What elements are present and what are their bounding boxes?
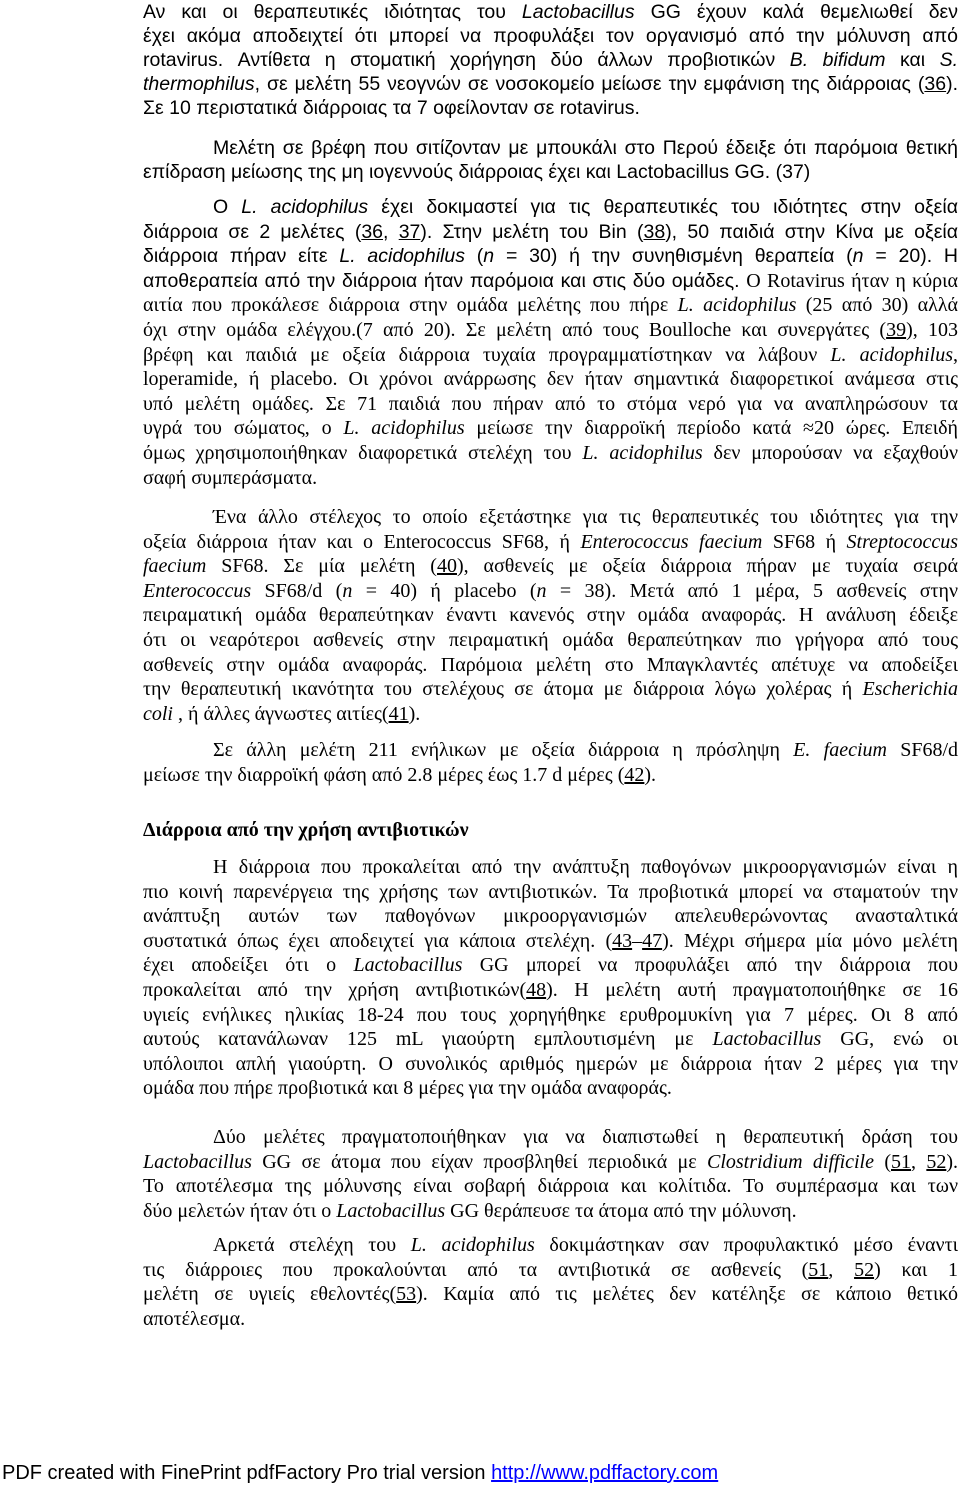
paragraph-antibiotic-diarrhea <box>143 855 958 1101</box>
text-run: μελέτη σε υγιείς εθελοντές( <box>143 1283 397 1306</box>
text-line <box>143 1076 958 1101</box>
text-run: όχι στην ομάδα ελέγχου.(7 από 20). Σε μελέτη από τους Boulloche και συνεργάτες ( <box>143 318 887 341</box>
italic-term: Clostridium difficile <box>706 1150 874 1173</box>
text-line <box>143 505 958 530</box>
text-line <box>143 1282 958 1307</box>
text-run: έχει αποδείξει ότι ο <box>143 954 354 977</box>
italic-term: L. acidophilus <box>343 417 465 440</box>
reference-link[interactable]: 47 <box>642 929 663 952</box>
text-line <box>143 1125 958 1150</box>
text-run: Σε άλλη μελέτη 211 ενήλικων με οξεία διάρροια η πρόσληψη <box>213 739 794 761</box>
paragraph-acidophilus-acute-diarrhea <box>143 195 958 490</box>
text-run: ). Μέχρι σήμερα μία μόνο μελέτη <box>662 929 958 952</box>
italic-term: E. faecium <box>793 739 887 761</box>
reference-link[interactable]: 53 <box>396 1283 417 1306</box>
text-run: , σε μελέτη 55 νεογνών σε νοσοκομείο μείωσε την εμφάνιση της διάρροιας ( <box>254 73 925 95</box>
text-run: τις διάρροιες που προκαλούνται από τα αντιβιοτικά σε ασθενείς ( <box>143 1258 809 1281</box>
text-line <box>143 72 958 96</box>
text-line <box>143 1027 958 1052</box>
text-run: Η διάρροια που προκαλείται από την ανάπτυξη παθογόνων μικροοργανισμών είναι η <box>213 856 958 878</box>
text-run: αποθεραπεία από την διάρροια ήταν παρόμοια και στις δύο ομάδες. <box>143 269 747 292</box>
text-line <box>143 1052 958 1077</box>
reference-link[interactable]: 48 <box>526 978 547 1001</box>
text-run: Δύο μελέτες πραγματοποιήθηκαν για να διαπιστωθεί η θεραπευτική δράση του <box>213 1126 958 1148</box>
text-run: σαφή συμπεράσματα. <box>143 466 318 489</box>
reference-link[interactable]: 42 <box>624 763 645 786</box>
text-run: Αρκετά στελέχη του <box>213 1234 411 1256</box>
footer-url-link[interactable]: http://www.pdffactory.com <box>491 1462 719 1484</box>
text-line <box>143 1150 958 1175</box>
text-line <box>143 466 958 491</box>
text-line <box>143 416 958 441</box>
text-run: Ο Rotavirus ήταν η κύρια <box>746 269 959 292</box>
text-line <box>143 220 958 245</box>
italic-term: Lactobacillus <box>353 954 463 977</box>
italic-term: Lactobacillus <box>521 1 635 23</box>
text-run: έχει ακόμα αποδειχτεί ότι μπορεί να προφυλάξει τον οργανισμό από την μόλυνση από <box>143 25 958 47</box>
text-run: υγρά του σώματος, ο <box>143 417 344 440</box>
text-run: – <box>632 929 643 952</box>
text-line <box>143 48 958 72</box>
text-run: όμως χρησιμοποιήθηκαν διαφορετικά στελέχη του <box>143 441 583 464</box>
text-run: δεν μπορούσαν να εξαχθούν <box>702 441 958 464</box>
text-line <box>143 978 958 1003</box>
paragraph-lactobacillus-rotavirus <box>143 0 958 120</box>
text-run: SF68 ή <box>762 530 847 553</box>
italic-term: n <box>536 579 547 602</box>
text-run: Σε 10 περιστατικά διάρροιας τα 7 οφείλονταν σε rotavirus. <box>143 97 640 119</box>
text-run: Αν και οι θεραπευτικές ιδιότητας του <box>143 1 522 23</box>
text-run: GG μπορεί να προφυλάξει από την διάρροια που <box>462 954 958 977</box>
paragraph-faecium-adults <box>143 738 958 787</box>
text-run: ), 50 παιδιά στην Κίνα με οξεία <box>665 220 959 243</box>
text-run: ). <box>408 702 421 725</box>
text-run: ότι οι νεαρότεροι ασθενείς στην πειραματική ομάδα θεραπεύτηκαν πιο γρήγορα από τους <box>143 628 958 651</box>
text-line <box>143 244 958 269</box>
text-line <box>143 1258 958 1283</box>
reference-link[interactable]: 41 <box>388 702 409 725</box>
text-run: μείωσε την διαρροϊκή περίοδο κατά ≈20 ώρες. Επειδή <box>464 417 958 440</box>
italic-term: L. acidophilus <box>410 1234 535 1256</box>
text-run: , <box>911 1150 927 1173</box>
text-line <box>143 1307 958 1332</box>
text-line <box>143 1199 958 1224</box>
text-run: Ο <box>213 196 242 218</box>
text-run: ). Στην μελέτη του Bin ( <box>420 220 644 243</box>
italic-term: faecium <box>143 555 207 578</box>
reference-link[interactable]: 43 <box>612 929 633 952</box>
pdf-watermark-footer <box>2 1460 718 1486</box>
italic-term: n <box>342 579 353 602</box>
text-run: επίδραση μείωσης της μη ιογεννούς διάρροιας έχει και Lactobacillus GG. (37) <box>143 161 811 183</box>
text-run: GG έχουν καλά θεμελιωθεί δεν <box>634 1 958 23</box>
text-run: έχει δοκιμαστεί για τις θεραπευτικές του ιδιότητες στην οξεία <box>368 196 958 218</box>
reference-link[interactable]: 36 <box>924 73 947 95</box>
text-line <box>143 1233 958 1258</box>
text-run: υπό μελέτη ομάδες. Σε 71 παιδιά που πήραν από το στόμα νερό για να αναπληρώσουν τα <box>143 392 958 415</box>
text-run: SF68/d ( <box>251 579 343 602</box>
text-line <box>143 554 958 579</box>
italic-term: L. acidophilus <box>582 441 703 464</box>
paragraph-peru-infants <box>143 136 958 184</box>
text-run: την θεραπευτική ικανότητα του στελέχους σε άτομα με διάρροια λόγω χολέρας ή <box>143 678 863 701</box>
text-line <box>143 392 958 417</box>
text-run: (25 από 30) αλλά <box>796 294 958 317</box>
text-line <box>143 367 958 392</box>
text-run: Το αποτέλεσμα της μόλυνσης είναι σοβαρή διάρροια και κολίτιδα. Το συμπέρασμα και των <box>143 1175 958 1198</box>
text-line <box>143 579 958 604</box>
text-line <box>143 195 958 220</box>
text-run: GG, ενώ οι <box>821 1028 959 1051</box>
text-run: οξεία διάρροια ήταν και ο Enterococcus SF68, ή <box>143 530 581 553</box>
text-run: υπόλοιποι απλή γιαούρτη. Ο συνολικός αριθμός ημερών με διάρροια ήταν 2 μέρες για την <box>143 1052 958 1075</box>
text-run: ( <box>464 245 484 268</box>
reference-link[interactable]: 51 <box>891 1150 911 1173</box>
reference-link[interactable]: 36 <box>361 220 384 243</box>
text-run: βρέφη και παιδιά με οξεία διάρροια τυχαία προγραμματίστηκαν να λάβουν <box>143 343 831 366</box>
text-run: μείωσε την διαρροϊκή φάση από 2.8 μέρες έως 1.7 d μέρες ( <box>143 763 625 786</box>
text-run: διάρροια πήραν είτε <box>143 245 340 268</box>
reference-link[interactable]: 39 <box>886 318 907 341</box>
text-line <box>143 318 958 343</box>
italic-term: L. acidophilus <box>241 196 369 218</box>
italic-term: L. acidophilus <box>830 343 953 366</box>
text-line <box>143 441 958 466</box>
text-line <box>143 702 958 727</box>
italic-term: L. acidophilus <box>339 245 465 268</box>
italic-term: n <box>483 245 495 268</box>
text-run: αιτία που προκάλεσε διάρροια στην ομάδα μελέτης που πήρε <box>143 294 678 317</box>
text-run: διάρροια σε 2 μελέτες ( <box>143 220 362 243</box>
footer-text: PDF created with FinePrint pdfFactory Pro trial version <box>2 1462 492 1484</box>
paragraph-clostridium-difficile <box>143 1125 958 1223</box>
text-run: ). <box>946 73 958 95</box>
text-line <box>143 653 958 678</box>
text-run: = 38). Μετά από 1 μέρα, 5 ασθενείς στην <box>546 579 959 602</box>
text-run: = 40) ή placebo ( <box>352 579 537 602</box>
italic-term: Enterococcus <box>143 579 252 602</box>
text-run: προκαλείται από την χρήση αντιβιοτικών( <box>143 978 527 1001</box>
text-run: ) και 1 <box>874 1258 958 1281</box>
reference-link[interactable]: 52 <box>926 1150 947 1173</box>
italic-term: n <box>852 245 864 268</box>
section-heading: Διάρροια από την χρήση αντιβιοτικών <box>143 819 469 841</box>
text-run: ). Καμία από τις μελέτες δεν κατέληξε σε κάποιο θετικό <box>416 1283 958 1306</box>
text-line <box>143 677 958 702</box>
italic-term: L. acidophilus <box>677 294 797 317</box>
text-run: GG θεράπευσε τα άτομα από την μόλυνση. <box>445 1199 797 1222</box>
italic-term: Lactobacillus <box>336 1199 446 1222</box>
text-run: ασθενείς στην ομάδα αναφοράς. Παρόμοια μελέτη στο Μπαγκλαντές απέτυχε να αποδείξει <box>143 653 958 676</box>
text-run: GG σε άτομα που είχαν προσβληθεί περιοδικά με <box>251 1150 707 1173</box>
text-run: ), ασθενείς με οξεία διάρροια πήραν με τυχαία σειρά <box>456 555 959 578</box>
text-line <box>143 628 958 653</box>
italic-term: B. bifidum <box>789 49 886 71</box>
text-run: loperamide, ή placebo. Οι χρόνοι ανάρρωσης δεν ήταν σημαντικά διαφορετικοί ανάμεσα στις <box>143 368 958 391</box>
text-run: ). Η μελέτη αυτή πραγματοποιήθηκε σε 16 <box>546 978 958 1001</box>
text-run: ( <box>874 1150 891 1173</box>
text-run: πιο κοινή παρενέργεια της χρήσης των αντιβιοτικών. Τα προβιοτικά μπορεί να σταματούν την <box>143 880 958 903</box>
italic-term: S. <box>939 49 959 71</box>
italic-term: Lactobacillus <box>143 1150 252 1173</box>
italic-term: Enterococcus faecium <box>580 530 763 553</box>
reference-link[interactable]: 37 <box>398 220 421 243</box>
reference-link[interactable]: 38 <box>643 220 666 243</box>
text-line <box>143 1174 958 1199</box>
text-run: = 30) ή την συνηθισμένη θεραπεία ( <box>494 245 853 268</box>
text-run: αποτέλεσμα. <box>143 1307 246 1330</box>
text-run: ομάδα που πήρε προβιοτικά και 8 μέρες για την ομάδα αναφοράς. <box>143 1077 672 1100</box>
text-line <box>143 880 958 905</box>
text-run: , <box>383 220 399 243</box>
text-run: και <box>885 49 940 71</box>
text-run: ), 103 <box>906 318 959 341</box>
italic-term: thermophilus <box>143 73 255 95</box>
text-run: υγιείς ενήλικες ηλικίας 18-24 που τους χορηγήθηκε ερυθρομυκίνη για 7 μέρες. Οι 8 από <box>143 1003 958 1026</box>
text-line <box>143 343 958 368</box>
text-run: δύο μελετών ήταν ότι ο <box>143 1199 337 1222</box>
text-run: συστατικά όπως έχει αποδειχτεί για κάποια στελέχη. ( <box>143 929 613 952</box>
italic-term: Streptococcus <box>846 530 958 553</box>
text-line <box>143 603 958 628</box>
text-line <box>143 96 958 120</box>
text-line <box>143 269 958 294</box>
text-line <box>143 904 958 929</box>
text-run: SF68/d <box>886 739 959 761</box>
text-line <box>143 24 958 48</box>
text-line <box>143 0 958 24</box>
italic-term: Lactobacillus <box>712 1028 822 1051</box>
text-line <box>143 530 958 555</box>
paragraph-acidophilus-prophylaxis <box>143 1233 958 1331</box>
text-line <box>143 738 958 763</box>
italic-term: coli <box>143 702 173 725</box>
text-run: δοκιμάστηκαν σαν προφυλακτικό μέσο έναντι <box>534 1234 958 1256</box>
text-run: πειραματική ομάδα θεραπεύτηκαν έναντι κανενός στην ομάδα αναφοράς. Η ανάλυση έδειξε <box>143 604 958 627</box>
paragraph-enterococcus-sf68 <box>143 505 958 726</box>
text-line <box>143 953 958 978</box>
reference-link[interactable]: 40 <box>436 555 457 578</box>
text-line <box>143 929 958 954</box>
text-line <box>143 160 958 184</box>
text-line <box>143 763 958 788</box>
text-run: rotavirus. Αντίθετα η στοματική χορήγηση δύο άλλων προβιοτικών <box>143 49 790 71</box>
italic-term: Escherichia <box>862 678 958 701</box>
text-run: = 20). Η <box>863 245 958 268</box>
text-line <box>143 136 958 160</box>
text-line <box>143 293 958 318</box>
text-run: , <box>828 1258 855 1281</box>
text-run: , <box>953 343 958 366</box>
text-run: Ένα άλλο στέλεχος το οποίο εξετάστηκε για τις θεραπευτικές του ιδιότητες για την <box>213 506 958 528</box>
text-line <box>143 855 958 880</box>
text-run: αυτούς κατανάλωναν 125 mL γιαούρτη εμπλουτισμένη με <box>143 1028 713 1051</box>
text-run: Μελέτη σε βρέφη που σιτίζονταν με μπουκάλι στο Περού έδειξε ότι παρόμοια θετική <box>213 137 958 159</box>
text-line <box>143 1003 958 1028</box>
text-run: ). <box>644 763 657 786</box>
text-run: SF68. Σε μία μελέτη ( <box>206 555 437 578</box>
reference-link[interactable]: 52 <box>854 1258 875 1281</box>
text-run: ανάπτυξη αυτών των παθογόνων μικροοργανισμών απελευθερώνοντας ανασταλτικά <box>143 905 958 928</box>
text-run: ). <box>946 1150 959 1173</box>
reference-link[interactable]: 51 <box>808 1258 829 1281</box>
text-run: , ή άλλες άγνωστες αιτίες( <box>173 702 389 725</box>
